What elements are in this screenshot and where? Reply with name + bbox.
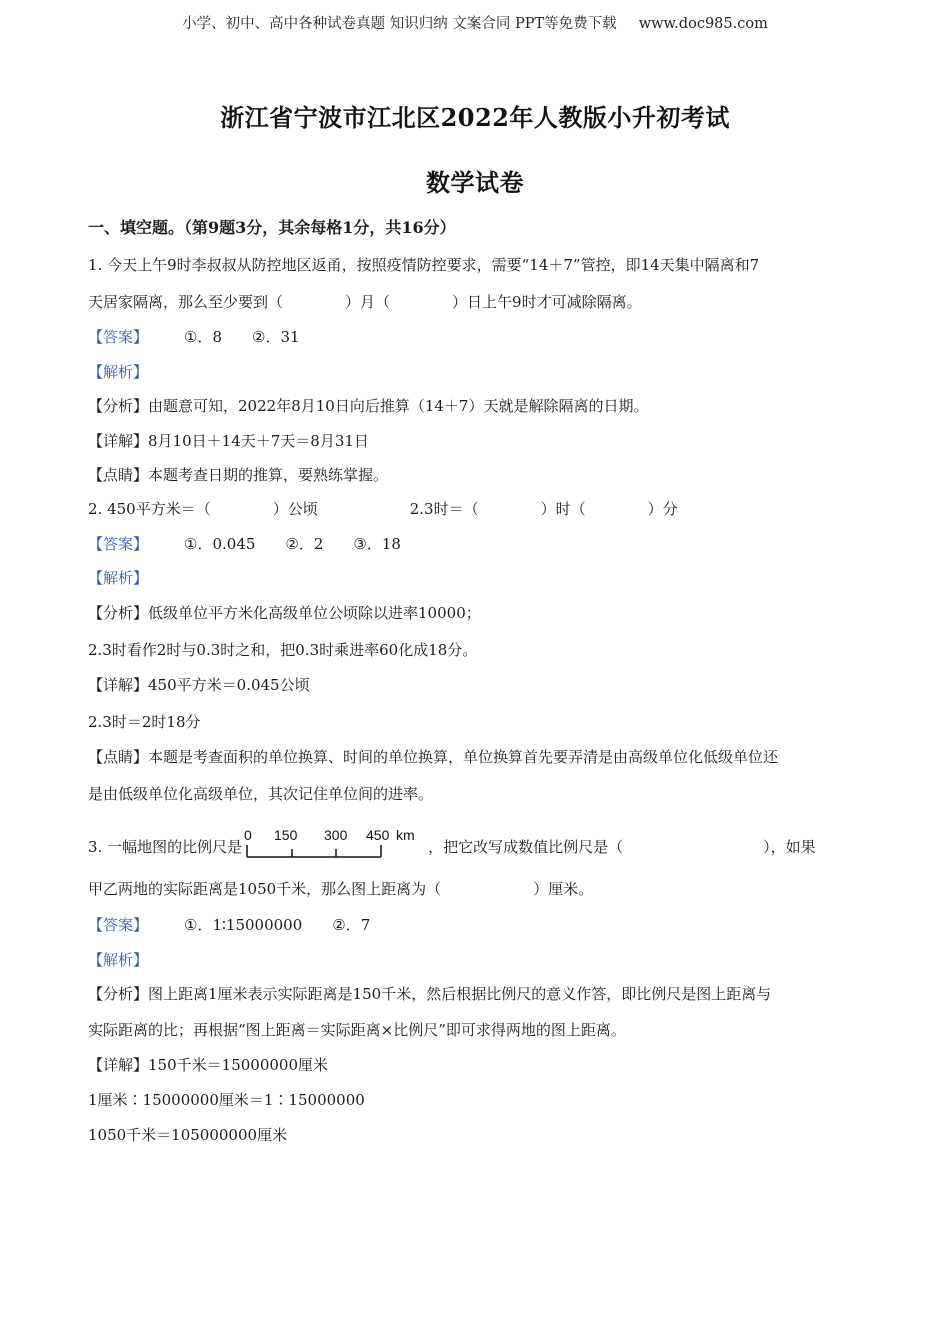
section-heading: 一、填空题。（第9题3分，其余每格1分，共16分） — [88, 218, 456, 237]
q3-part-e: ）厘米。 — [533, 880, 594, 898]
q3-xiangjie-3: 1050千米＝105000000厘米 — [88, 1126, 288, 1144]
xiangjie-label: 【详解】 — [88, 432, 149, 450]
q3-part-d: 甲乙两地的实际距离是1050千米，那么图上距离为（ — [88, 880, 442, 898]
q2-part-e: ）分 — [647, 500, 678, 518]
q2-dianjing — [88, 747, 878, 767]
answer-label: 【答案】 — [88, 916, 149, 934]
q2-xiangjie-text: 450平方米＝0.045公顷 — [148, 676, 310, 694]
answer-label: 【答案】 — [88, 328, 149, 346]
fenxi-label: 【分析】 — [88, 397, 149, 415]
q1-analysis-label: 【解析】 — [88, 363, 149, 381]
page-title: 浙江省宁波市江北区2022年人教版小升初考试 — [220, 103, 730, 132]
scale-unit: km — [396, 830, 415, 843]
q1-blank-after: ）日上午9时才可减除隔离。 — [452, 293, 642, 311]
q2-fenxi — [88, 603, 878, 623]
q3-part-a: 3. 一幅地图的比例尺是 — [88, 838, 243, 856]
q2-part-c: 2.3时＝（ — [409, 500, 479, 518]
q2-fenxi-text: 低级单位平方米化高级单位公顷除以进率10000； — [148, 604, 481, 622]
q2-analysis-label: 【解析】 — [88, 569, 149, 587]
q3-answer-value: ①．1∶15000000 ②．7 — [184, 916, 371, 934]
q1-text-line2 — [88, 292, 878, 312]
xiangjie-label: 【详解】 — [88, 1056, 149, 1074]
q1-text-line1: 1. 今天上午9时李叔叔从防控地区返甬，按照疫情防控要求，需要“14＋7”管控，即14天集中隔离和7 — [88, 256, 760, 274]
q2-xiangjie — [88, 675, 878, 695]
q3-xiangjie-text: 150千米＝15000000厘米 — [148, 1056, 328, 1074]
fenxi-label: 【分析】 — [88, 985, 149, 1003]
xiangjie-label: 【详解】 — [88, 676, 149, 694]
q2-part-a: 2. 450平方米＝（ — [88, 500, 211, 518]
q2-answer-value: ①．0.045 ②．2 ③．18 — [184, 535, 401, 553]
q3-fenxi-2: 实际距离的比；再根据“图上距离＝实际距离×比例尺”即可求得两地的图上距离。 — [88, 1021, 626, 1039]
q2-part-b: ）公顷 — [272, 500, 318, 518]
page-header — [0, 12, 950, 33]
q3-xiangjie-2: 1厘米∶15000000厘米＝1∶15000000 — [88, 1091, 365, 1109]
q3-text-line2 — [88, 879, 878, 899]
q3-answer — [88, 915, 878, 935]
scale-label-300: 300 — [324, 830, 348, 843]
scale-label-450: 450 — [366, 830, 390, 843]
q1-fenxi-text: 由题意可知，2022年8月10日向后推算（14＋7）天就是解除隔离的日期。 — [148, 397, 649, 415]
q1-answer-value: ①．8 ②．31 — [184, 328, 300, 346]
q3-fenxi — [88, 984, 878, 1004]
scale-label-0: 0 — [244, 830, 252, 843]
q2-dianjing-text: 本题是考查面积的单位换算、时间的单位换算，单位换算首先要弄清是由高级单位化低级单位还 — [148, 748, 779, 766]
q3-part-c: ），如果 — [763, 838, 816, 856]
q1-xiangjie — [88, 431, 878, 451]
q3-fenxi-text: 图上距离1厘米表示实际距离是150千米，然后根据比例尺的意义作答，即比例尺是图上距离与 — [148, 985, 772, 1003]
q3-analysis-label: 【解析】 — [88, 951, 149, 969]
answer-label: 【答案】 — [88, 535, 149, 553]
dianjing-label: 【点睛】 — [88, 466, 149, 484]
q1-dianjing-text: 本题考查日期的推算，要熟练掌握。 — [148, 466, 389, 484]
fenxi-label: 【分析】 — [88, 604, 149, 622]
page-subtitle: 数学试卷 — [426, 168, 524, 197]
scale-bar-svg — [244, 830, 426, 864]
dianjing-label: 【点睛】 — [88, 748, 149, 766]
scale-bar-figure — [244, 830, 426, 864]
q2-dianjing-2: 是由低级单位化高级单位，其次记住单位间的进率。 — [88, 785, 434, 803]
q2-xiangjie-2: 2.3时＝2时18分 — [88, 713, 201, 731]
q1-dianjing — [88, 465, 878, 485]
q1-blank-mid: ）月（ — [345, 293, 391, 311]
q3-text-line1 — [88, 830, 878, 864]
q2-text — [88, 499, 878, 519]
q2-fenxi-2: 2.3时看作2时与0.3时之和，把0.3时乘进率60化成18分。 — [88, 641, 478, 659]
q2-part-d: ）时（ — [540, 500, 586, 518]
q3-xiangjie — [88, 1055, 878, 1075]
q1-fenxi — [88, 396, 878, 416]
q1-blank-before: 天居家隔离，那么至少要到（ — [88, 293, 284, 311]
q2-answer — [88, 534, 878, 554]
scale-label-150: 150 — [274, 830, 298, 843]
q1-xiangjie-text: 8月10日＋14天＋7天＝8月31日 — [148, 432, 369, 450]
q3-part-b: ，把它改写成数值比例尺是（ — [428, 838, 624, 856]
q1-answer — [88, 327, 878, 347]
header-site: www.doc985.com — [638, 16, 768, 32]
header-text: 小学、初中、高中各种试卷真题 知识归纳 文案合同 PPT等免费下载 — [182, 16, 617, 32]
